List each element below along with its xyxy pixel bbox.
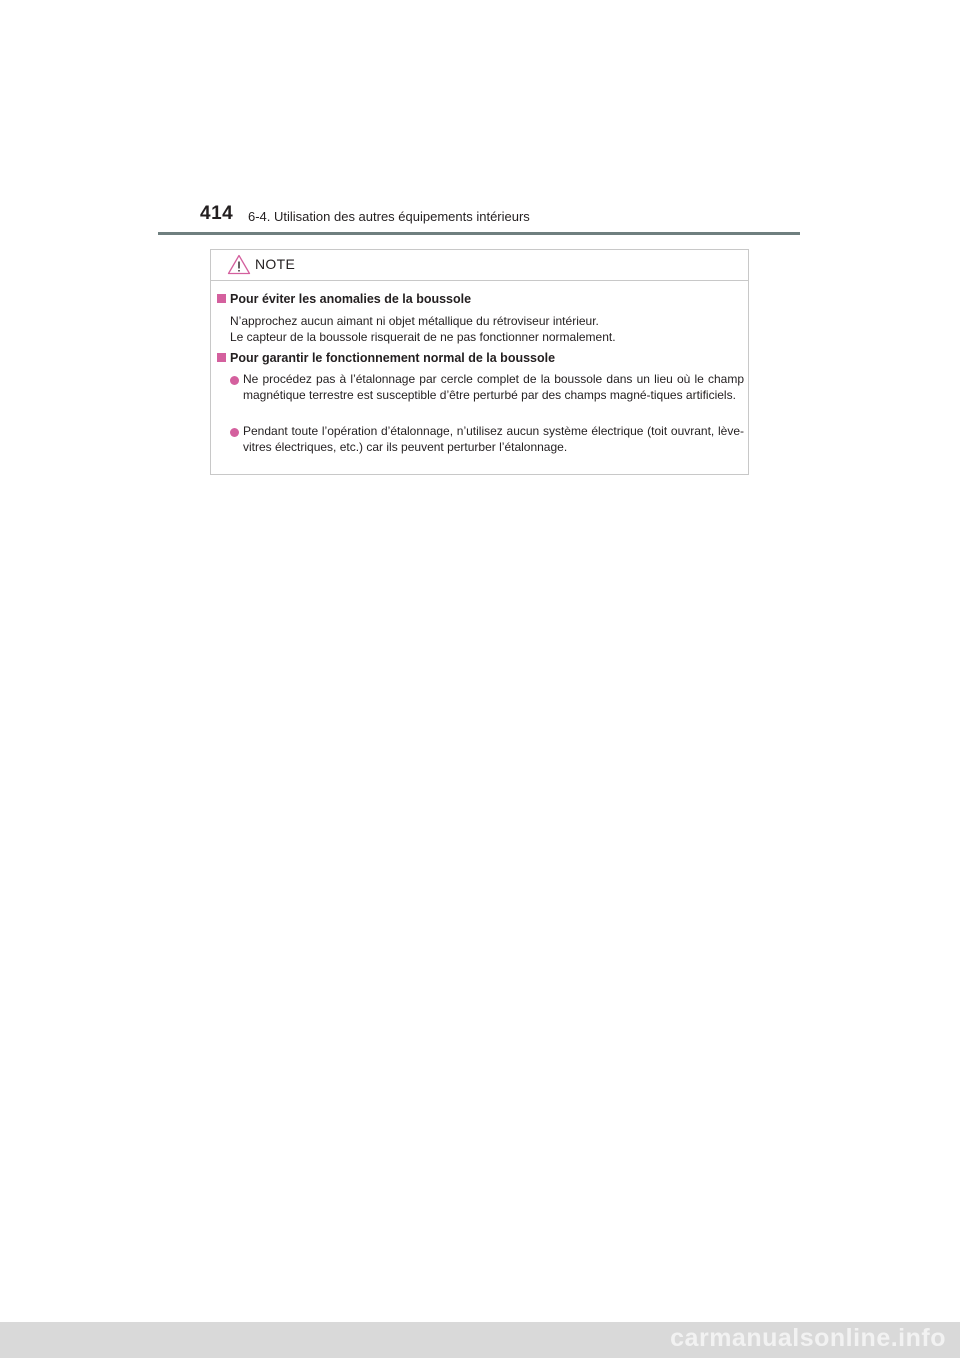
bullet-text: Pendant toute l’opération d’étalonnage, n’utilisez aucun système électrique (toit ouvrant, lève-vitres électriques, etc.) car ils peuvent perturber l’étalonnage. xyxy=(243,424,744,454)
circle-bullet-icon xyxy=(230,428,239,437)
note-label: NOTE xyxy=(255,256,296,272)
page-number: 414 xyxy=(200,203,234,224)
circle-bullet-icon xyxy=(230,376,239,385)
note-box xyxy=(210,249,749,475)
section-heading xyxy=(217,292,471,306)
warning-triangle-icon xyxy=(227,254,251,275)
square-bullet-icon xyxy=(217,294,226,303)
section-title: 6-4. Utilisation des autres équipements intérieurs xyxy=(248,209,530,224)
paragraph-line: N’approchez aucun aimant ni objet métallique du rétroviseur intérieur. xyxy=(230,314,599,328)
note-header xyxy=(211,250,748,281)
page-header xyxy=(200,203,800,231)
section-heading-text: Pour garantir le fonctionnement normal de la boussole xyxy=(230,351,556,365)
square-bullet-icon xyxy=(217,353,226,362)
section-heading xyxy=(217,351,555,365)
paragraph-line: Le capteur de la boussole risquerait de ne pas fonctionner normalement. xyxy=(230,330,616,344)
watermark-text: carmanualsonline.info xyxy=(670,1324,946,1352)
watermark-bar xyxy=(0,1322,960,1358)
section-heading-text: Pour éviter les anomalies de la boussole xyxy=(230,292,472,306)
header-rule xyxy=(158,232,800,235)
bullet-text: Ne procédez pas à l’étalonnage par cercle complet de la boussole dans un lieu où le champ magnétique terrestre est susceptible d’être perturbé par des champs magné-tiques artificiels. xyxy=(243,372,744,402)
